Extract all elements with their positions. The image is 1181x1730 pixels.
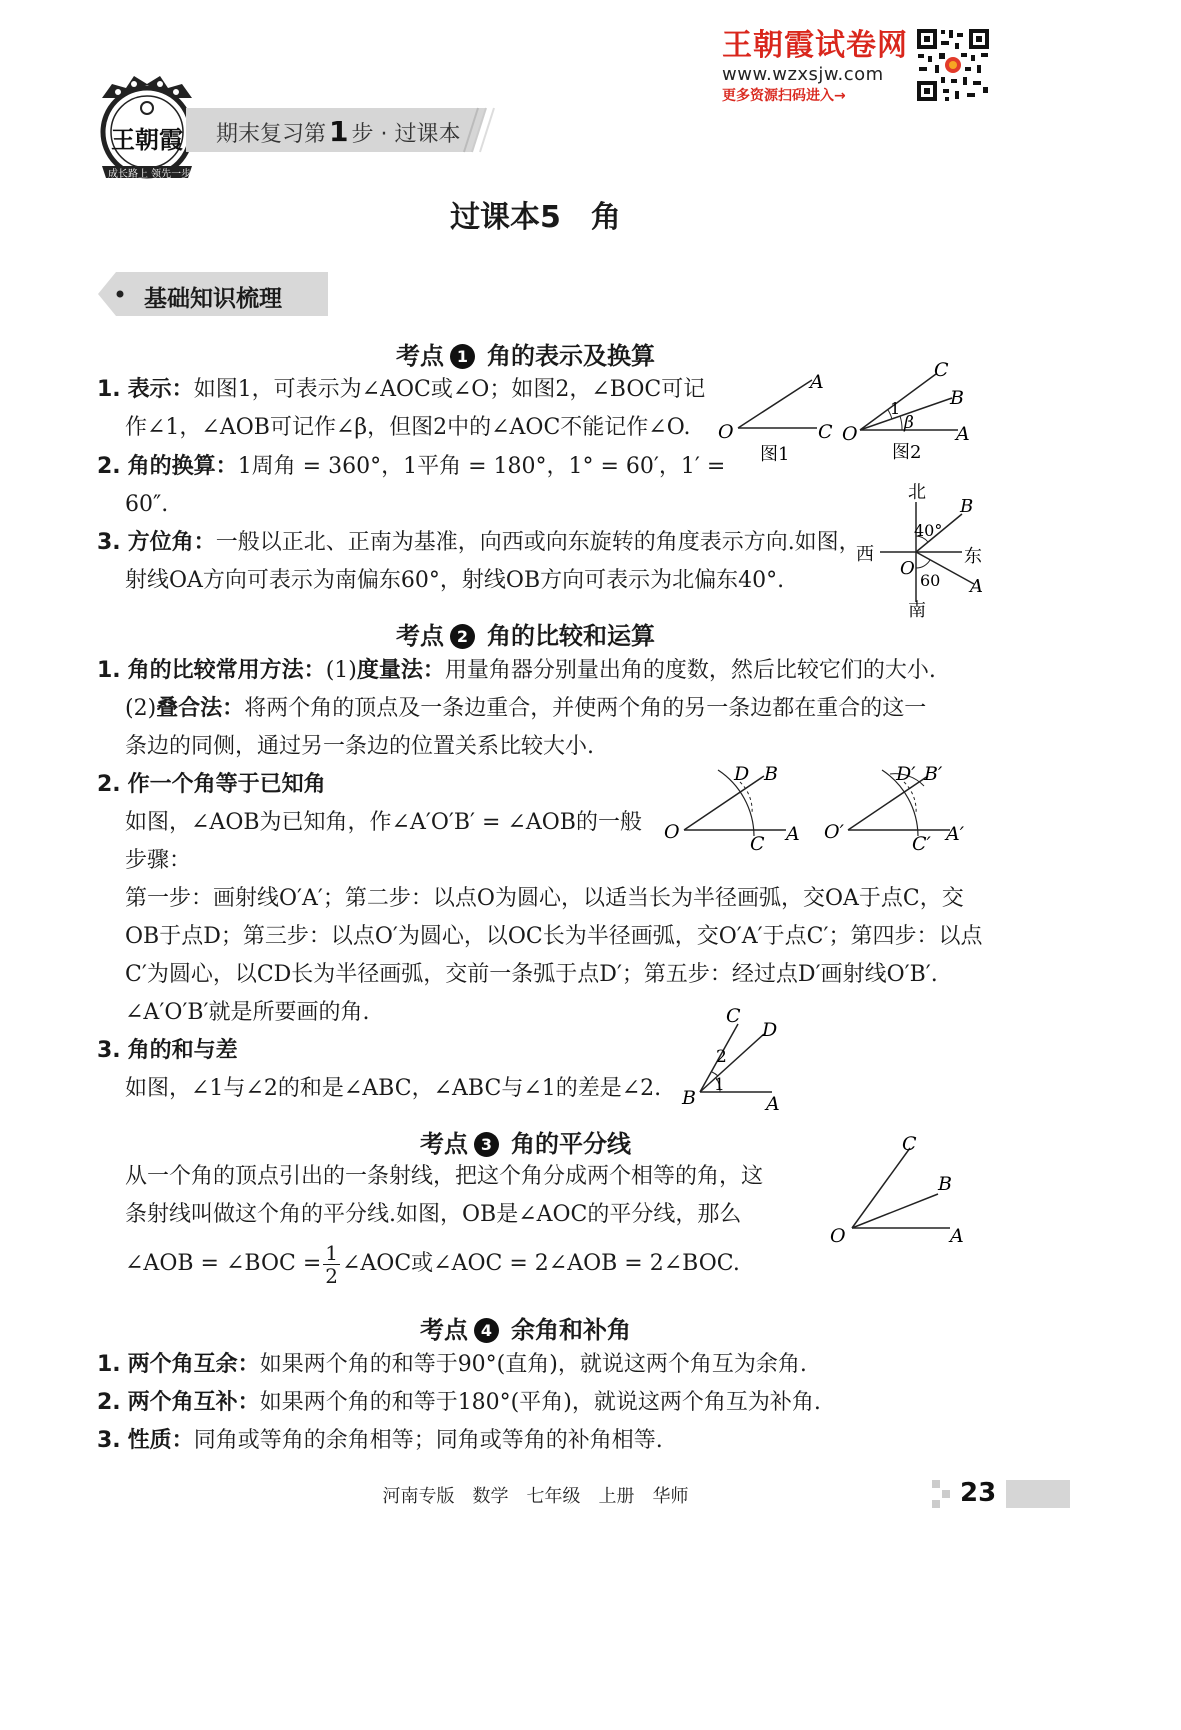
fig2-label-C: C	[934, 359, 949, 381]
fig2-label-B: B	[950, 387, 964, 409]
kp2-item1-line3: 条边的同侧，通过另一条边的位置关系比较大小.	[125, 734, 594, 759]
site-hint: 更多资源扫码进入→	[722, 88, 846, 104]
sum-label-A: A	[766, 1093, 780, 1115]
section-tag	[98, 272, 328, 316]
kp4-item2: 2. 两个角互补：如果两个角的和等于180°(平角)，就说这两个角互为补角.	[97, 1390, 821, 1415]
ca-label-B: B	[764, 763, 778, 785]
fig1-label-C: C	[818, 421, 833, 443]
section-tag-label: 基础知识梳理	[144, 286, 282, 312]
kp2-item2-line4: OB于点D；第三步：以点O′为圆心，以OC长为半径画弧，交O′A′于点C′；第四步：以点	[125, 924, 983, 949]
site-name: 王朝霞试卷网	[722, 28, 908, 63]
kp1-item2-line1: 2. 角的换算：1周角 = 360°，1平角 = 180°，1° = 60′，1′ =	[97, 454, 726, 479]
kp3-line2: 条射线叫做这个角的平分线.如图，OB是∠AOC的平分线，那么	[125, 1202, 742, 1227]
site-url[interactable]: www.wzxsjw.com	[722, 64, 884, 85]
logo-name: 王朝霞	[111, 126, 183, 154]
fig1-label-O: O	[718, 421, 734, 443]
kp3-line3: ∠AOB = ∠BOC = $\frac{1}{2}$ ∠AOC或∠AOC = 2∠AOB = 2∠BOC.	[125, 1240, 740, 1288]
cb-label-C: C′	[912, 833, 931, 855]
fig1-label-A: A	[810, 371, 824, 393]
figure-2	[840, 358, 980, 466]
fig1-caption: 图1	[760, 444, 790, 465]
figure-angle-sum	[676, 1000, 796, 1120]
kp1-heading: 考点 1 角的表示及换算	[396, 342, 655, 370]
compass-angle-40: 40°	[914, 521, 943, 540]
half-fraction: $\frac{1}{2}$	[325, 1240, 338, 1288]
fig2-caption: 图2	[892, 442, 922, 463]
compass-east: 东	[964, 546, 982, 567]
sum-label-B: B	[682, 1087, 696, 1109]
ca-label-A: A	[786, 823, 800, 845]
compass-south: 南	[908, 600, 926, 620]
footer-edition: 河南专版 数学 七年级 上册 华师	[382, 1486, 689, 1507]
ca-label-O: O	[664, 821, 680, 843]
figure-construct-b	[820, 756, 980, 856]
figure-bisector	[826, 1130, 976, 1254]
sum-label-C: C	[726, 1005, 741, 1027]
qr-code-icon[interactable]	[915, 27, 991, 103]
kp2-item2-line2: 步骤：	[125, 848, 192, 873]
cb-label-O: O′	[824, 821, 844, 843]
kp2-item2-line3: 第一步：画射线O′A′；第二步：以点O为圆心，以适当长为半径画弧，交OA于点C，交	[125, 886, 964, 911]
compass-west: 西	[856, 544, 874, 565]
kp2-item1-line1: 1. 角的比较常用方法：(1)度量法：用量角器分别量出角的度数，然后比较它们的大小.	[97, 658, 936, 683]
kp2-item2-line1: 如图，∠AOB为已知角，作∠A′O′B′ = ∠AOB的一般	[125, 810, 642, 835]
sum-label-1: 1	[714, 1075, 725, 1095]
kp2-item3-line1: 如图，∠1与∠2的和是∠ABC，∠ABC与∠1的差是∠2.	[125, 1076, 662, 1101]
ca-label-C: C	[750, 833, 765, 855]
fig2-label-A: A	[956, 423, 970, 445]
compass-angle-60: 60	[920, 571, 941, 590]
compass-label-O: O	[900, 558, 915, 579]
kp4-item1: 1. 两个角互余：如果两个角的和等于90°(直角)，就说这两个角互为余角.	[97, 1352, 807, 1377]
kp1-item3-line1: 3. 方位角：一般以正北、正南为基准，向西或向东旋转的角度表示方向.如图，	[97, 530, 861, 555]
figure-compass	[850, 480, 990, 620]
compass-label-A: A	[970, 576, 983, 597]
kp4-heading: 考点 4 余角和补角	[420, 1316, 631, 1344]
kp1-item3-line2: 射线OA方向可表示为南偏东60°，射线OB方向可表示为北偏东40°.	[125, 568, 785, 593]
fig2-label-beta: β	[904, 413, 914, 433]
header-ribbon	[186, 106, 500, 154]
page-title: 过课本5 角	[450, 200, 621, 235]
bis-label-O: O	[830, 1225, 846, 1247]
cb-label-D: D′	[896, 763, 916, 785]
logo-slogan: 成长路上 领先一步	[108, 169, 192, 180]
figure-1	[712, 362, 842, 466]
kp2-item2-line6: ∠A′O′B′就是所要画的角.	[125, 1000, 370, 1025]
bis-label-C: C	[902, 1133, 917, 1155]
cb-label-A: A′	[946, 823, 965, 845]
kp1-item1-line2: 作∠1，∠AOB可记作∠β，但图2中的∠AOC不能记作∠O.	[125, 415, 691, 440]
ca-label-D: D	[734, 763, 750, 785]
bis-label-A: A	[950, 1225, 964, 1247]
kp4-item3: 3. 性质：同角或等角的余角相等；同角或等角的补角相等.	[97, 1428, 663, 1453]
fig2-label-O: O	[842, 423, 858, 445]
header-step: 期末复习第 1 步 · 过课本	[216, 115, 461, 148]
cb-label-B: B′	[924, 763, 943, 785]
kp2-item1-line2: (2)叠合法：将两个角的顶点及一条边重合，并使两个角的另一条边都在重合的这一	[125, 696, 927, 721]
kp3-line1: 从一个角的顶点引出的一条射线，把这个角分成两个相等的角，这	[125, 1164, 764, 1189]
figure-construct-a	[660, 756, 810, 856]
sum-label-2: 2	[716, 1047, 727, 1067]
kp2-item3-title: 3. 角的和与差	[97, 1038, 238, 1063]
kp3-heading: 考点 3 角的平分线	[420, 1130, 631, 1158]
kp1-item1-line1: 1. 表示：如图1，可表示为∠AOC或∠O；如图2，∠BOC可记	[97, 377, 706, 402]
sum-label-D: D	[762, 1019, 778, 1041]
fig2-label-1: 1	[890, 399, 901, 418]
compass-label-B: B	[960, 496, 974, 517]
compass-north: 北	[908, 482, 926, 503]
bis-label-B: B	[938, 1173, 952, 1195]
footer-page-tab	[932, 1478, 1070, 1512]
kp1-item2-line2: 60″.	[125, 492, 169, 517]
kp2-item2-title: 2. 作一个角等于已知角	[97, 772, 326, 797]
brand-block	[722, 28, 912, 108]
kp2-item2-line5: C′为圆心，以CD长为半径画弧，交前一条弧于点D′；第五步：经过点D′画射线O′B′.	[125, 962, 938, 987]
kp2-heading: 考点 2 角的比较和运算	[396, 622, 655, 650]
page-number: 23	[960, 1478, 997, 1508]
